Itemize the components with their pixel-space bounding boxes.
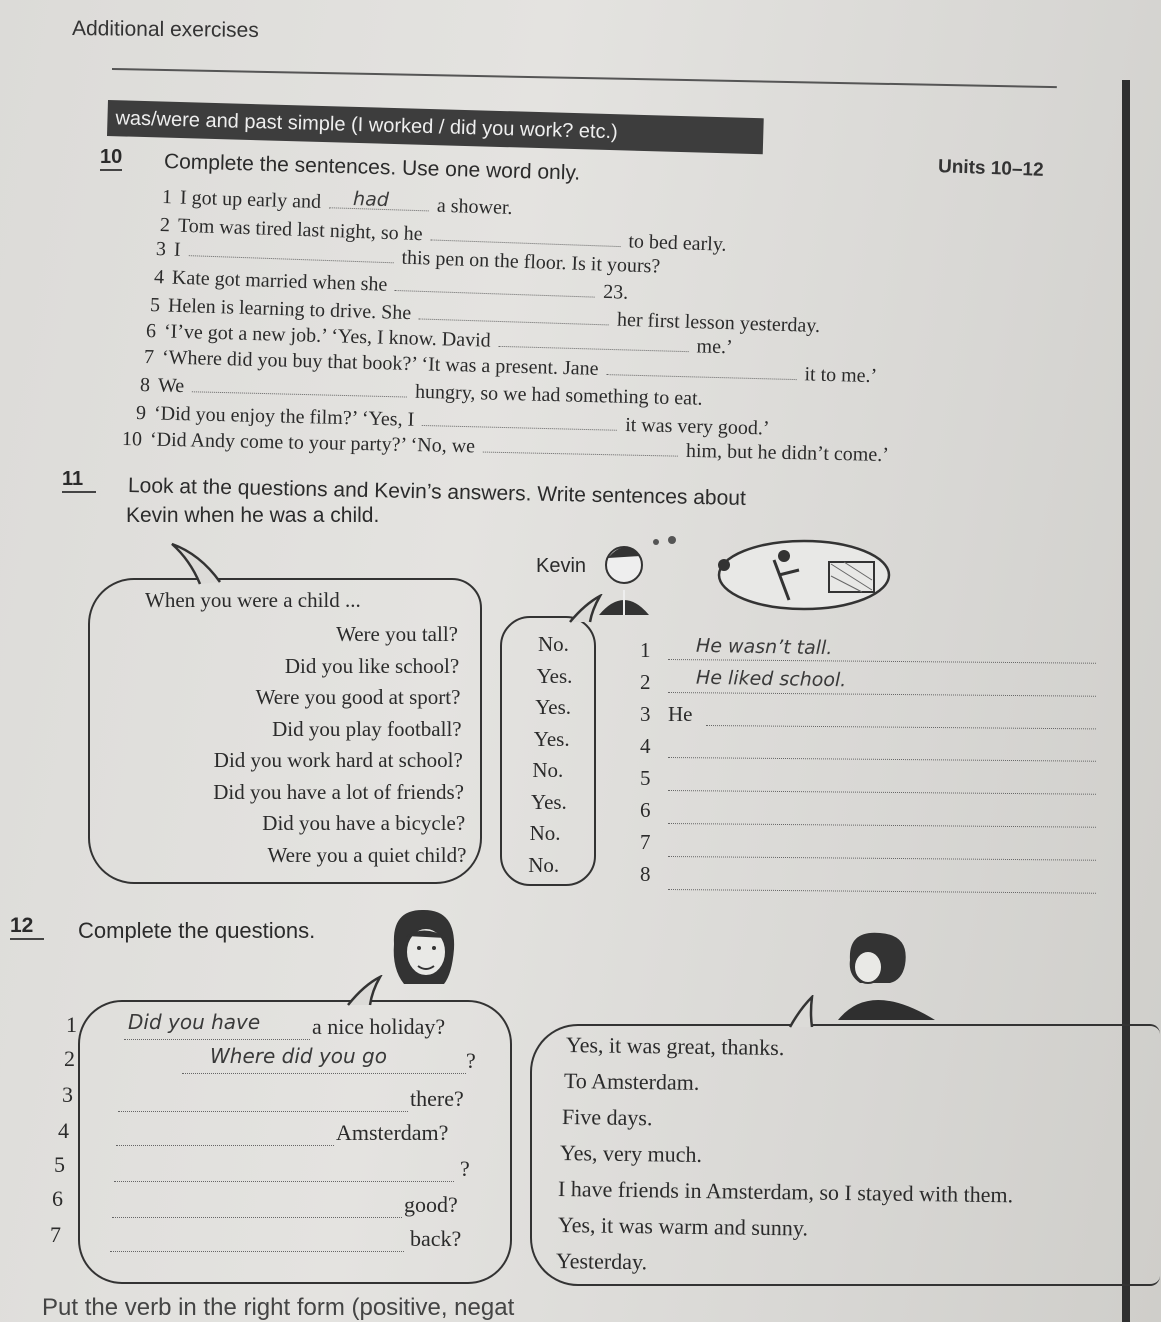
item-number: 1 [161,186,173,209]
item-number: 5 [149,294,161,317]
section-header: Additional exercises [71,17,259,42]
sentence-number: 5 [640,766,651,790]
sentence-number: 3 [640,702,651,726]
holiday-question-ending: good? [404,1192,458,1217]
holiday-answer: Yesterday. [555,1248,648,1275]
kevin-question: Did you play football? [272,716,462,741]
holiday-question-blank[interactable] [182,1072,466,1074]
handwritten-answer: had [352,188,390,212]
holiday-answer: I have friends in Amsterdam, so I stayed with them. [557,1176,1014,1208]
kevin-answer: Yes. [531,789,567,814]
item-text-before: I [173,238,182,261]
item-number: 10 [121,428,143,451]
handwritten-sentence: He wasn’t tall. [695,634,833,660]
sentence-blank[interactable] [706,724,1096,729]
item-text-after: a shower. [436,194,513,220]
holiday-answer: Yes, it was warm and sunny. [557,1212,809,1241]
item-text-before: ‘Did Andy come to your party?’ ‘No, we [149,428,476,458]
item-text-before: Tom was tired last night, so he [177,214,423,246]
answer-blank[interactable] [192,390,407,397]
item-text-after: this pen on the floor. Is it yours? [401,246,661,278]
sentence-number: 7 [640,830,651,854]
item-text-before: ‘I’ve got a new job.’ ‘Yes, I know. David [163,320,491,352]
units-label: Units 10–12 [937,156,1044,181]
sentence-blank[interactable] [668,756,1096,762]
answer-blank[interactable] [499,345,689,352]
holiday-question-ending: ? [460,1156,470,1181]
holiday-question-blank[interactable] [124,1038,310,1040]
sentence-number: 8 [640,862,651,886]
answer-blank[interactable] [419,317,609,325]
item-text-after: it was very good.’ [624,413,770,440]
holiday-question-ending: a nice holiday? [312,1014,446,1039]
item-text-before: We [157,374,185,398]
exercise-10-instruction: Complete the sentences. Use one word only. [163,150,581,185]
holiday-question-number: 2 [64,1046,75,1071]
holiday-question-blank[interactable] [114,1180,454,1182]
exercise-12-instruction: Complete the questions. [78,918,316,943]
kevin-answer: No. [529,821,561,845]
sentence-number: 2 [640,670,651,694]
kevin-illustration [594,530,894,620]
kevin-question: Did you have a lot of friends? [213,779,464,804]
topic-banner: was/were and past simple (I worked / did you work? etc.) [107,100,764,154]
holiday-question-blank[interactable] [112,1216,402,1218]
holiday-question-blank[interactable] [110,1250,404,1252]
boy-illustration [830,925,940,1020]
sentence-blank[interactable] [668,888,1096,894]
item-text-after: me.’ [696,335,733,359]
holiday-question-number: 6 [52,1186,63,1211]
next-exercise-instruction: Put the verb in the right form (positive, negat [42,1294,515,1321]
item-text-before: I got up early and [179,186,322,213]
kevin-answer: No. [538,632,569,656]
exercise-10-number: 10 [100,146,122,171]
holiday-question-ending: back? [410,1226,462,1251]
holiday-question-blank[interactable] [116,1144,334,1146]
holiday-answer: To Amsterdam. [563,1068,700,1095]
holiday-answers-tail [776,995,826,1029]
item-text-after: hungry, so we had something to eat. [414,380,703,410]
holiday-question-blank[interactable] [118,1110,408,1112]
exercise-12-number: 12 [10,914,44,940]
handwritten-question: Did you have [128,1010,261,1034]
sentence-blank[interactable] [668,658,1096,664]
sentence-blank[interactable] [668,691,1096,697]
kevin-answer: No. [528,852,560,877]
item-text-after: to bed early. [628,230,727,256]
kevin-question: Were you good at sport? [255,685,461,709]
item-text-before: ‘Did you enjoy the film?’ ‘Yes, I [153,402,415,431]
holiday-answer: Five days. [561,1104,653,1131]
holiday-answer: Yes, very much. [559,1140,703,1167]
item-number: 2 [159,214,171,237]
item-text-after: her first lesson yesterday. [616,308,821,338]
answer-blank[interactable] [188,254,393,263]
holiday-question-number: 1 [66,1012,77,1037]
exercise-11-number: 11 [62,468,96,493]
answer-blank[interactable] [329,188,429,212]
item-number: 8 [139,374,151,397]
holiday-question-number: 4 [58,1118,69,1143]
item-number: 4 [153,266,165,289]
holiday-questions-tail [340,975,390,1007]
answer-blank[interactable] [422,424,617,431]
holiday-question-number: 5 [54,1152,65,1177]
item-number: 9 [135,402,147,425]
kevin-answer: Yes. [533,726,570,751]
header-rule [112,68,1057,88]
sentence-number: 6 [640,798,651,822]
sentence-prefix: He [668,702,693,726]
holiday-question-number: 3 [62,1082,73,1107]
sentence-blank[interactable] [668,855,1096,861]
kevin-question: Did you like school? [284,653,460,678]
holiday-question-ending: Amsterdam? [336,1120,449,1145]
item-text-after: 23. [602,280,629,304]
kevin-question: Did you have a bicycle? [262,811,466,835]
kevin-answer: No. [532,758,564,782]
item-text-before: Helen is learning to drive. She [167,294,412,325]
exercise-11-instruction-2: Kevin when he was a child. [126,504,380,527]
item-number: 6 [145,320,157,343]
questions-intro: When you were a child ... [145,588,361,612]
answer-blank[interactable] [606,373,796,380]
answer-blank[interactable] [430,238,620,247]
kevin-answer: Yes. [535,695,571,719]
answer-blank[interactable] [483,451,678,457]
holiday-question-ending: there? [410,1086,464,1111]
holiday-question-ending: ? [466,1048,476,1073]
handwritten-question: Where did you go [210,1044,387,1068]
girl-illustration [384,904,464,1004]
exercise-11-instruction: Look at the questions and Kevin’s answers. Write sentences about [127,474,747,510]
answers-bubble-tail [560,594,610,624]
item-text-before: Kate got married when she [171,266,388,296]
item-text-after: it to me.’ [804,363,878,388]
sentence-number: 1 [640,638,651,662]
answer-blank[interactable] [395,289,595,298]
handwritten-sentence: He liked school. [695,666,847,692]
item-text-before: ‘Where did you buy that book?’ ‘It was a present. Jane [161,346,599,380]
item-number: 3 [155,238,167,261]
kevin-question: Were you a quiet child? [267,842,467,867]
kevin-label: Kevin [536,555,587,577]
sentence-blank[interactable] [668,822,1096,828]
item-number: 7 [143,346,155,369]
holiday-question-number: 7 [50,1222,61,1247]
holiday-answer: Yes, it was great, thanks. [565,1032,785,1061]
sentence-number: 4 [640,734,651,758]
kevin-question: Did you work hard at school? [213,748,463,772]
kevin-question: Were you tall? [336,622,458,646]
item-text-after: him, but he didn’t come.’ [685,439,890,467]
sentence-blank[interactable] [668,789,1096,795]
questions-bubble-tail [160,540,240,585]
kevin-answer: Yes. [536,663,573,688]
